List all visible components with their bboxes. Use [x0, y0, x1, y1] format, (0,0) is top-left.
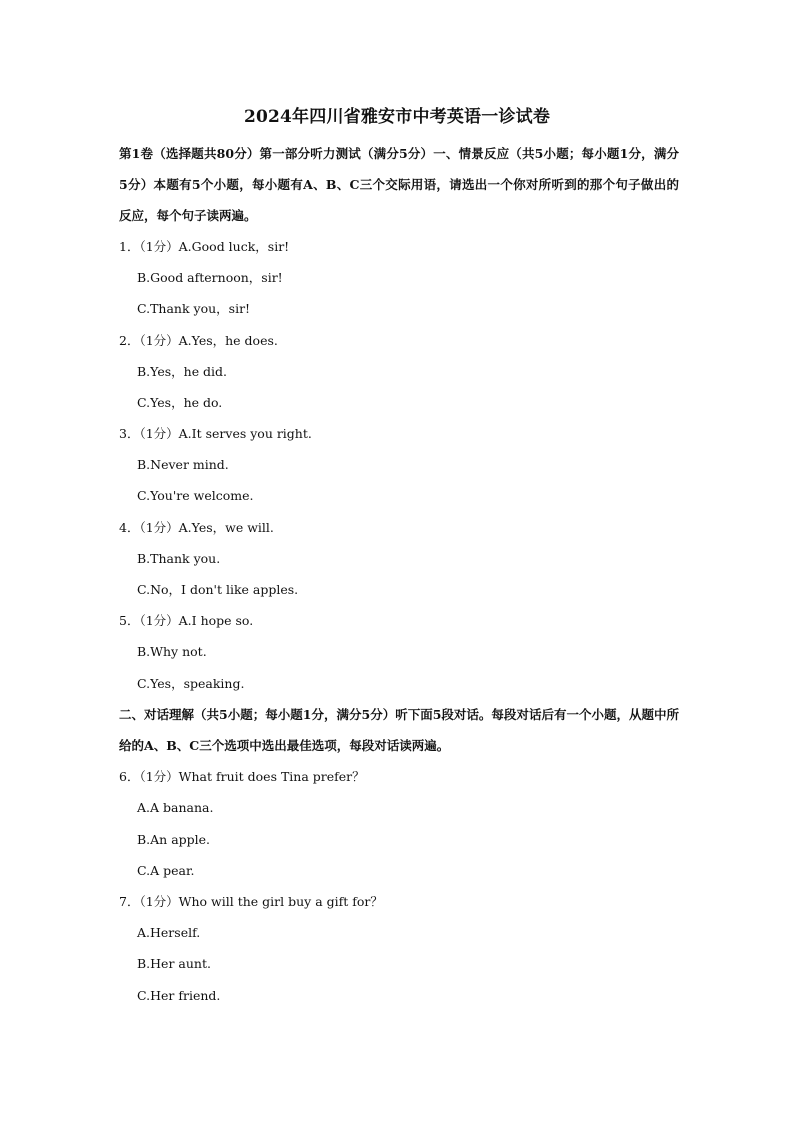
question-1-stem: 1．（1分）A.Good luck，sir! [119, 239, 290, 254]
question-5-option-c: C.Yes，speaking. [137, 676, 245, 691]
question-1-option-c: C.Thank you，sir! [137, 301, 251, 316]
question-4-stem: 4．（1分）A.Yes，we will. [119, 520, 274, 535]
question-7-stem: 7．（1分）Who will the girl buy a gift for？ [119, 894, 383, 909]
question-4-option-b: B.Thank you. [137, 551, 221, 566]
question-2-option-c: C.Yes，he do. [137, 395, 223, 410]
question-6-option-b: B.An apple. [137, 832, 211, 847]
question-3-stem: 3．（1分）A.It serves you right. [119, 426, 312, 441]
section-1-intro: 第1卷（选择题共80分）第一部分听力测试（满分5分）一、情景反应（共5小题；每小题1分，满分5分）本题有5个小题，每小题有A、B、C三个交际用语，请选出一个你对所听到的那个句子做出的反应，每个句子读两遍。 [119, 146, 679, 223]
question-7-option-b: B.Her aunt. [137, 956, 211, 971]
question-1-option-b: B.Good afternoon，sir! [137, 270, 283, 285]
question-5-option-b: B.Why not. [137, 644, 207, 659]
question-6-stem: 6．（1分）What fruit does Tina prefer？ [119, 769, 365, 784]
question-7-option-a: A.Herself. [137, 925, 201, 940]
page-title: 2024年四川省雅安市中考英语一诊试卷 [243, 107, 551, 127]
question-2-stem: 2．（1分）A.Yes，he does. [119, 333, 278, 348]
question-3-option-c: C.You're welcome. [137, 488, 254, 503]
question-4-option-c: C.No，I don't like apples. [137, 582, 299, 597]
question-7-option-c: C.Her friend. [137, 988, 221, 1003]
question-3-option-b: B.Never mind. [137, 457, 229, 472]
question-2-option-b: B.Yes，he did. [137, 364, 228, 379]
question-5-stem: 5．（1分）A.I hope so. [119, 613, 254, 628]
section-2-intro: 二、对话理解（共5小题；每小题1分，满分5分）听下面5段对话。每段对话后有一个小题，从题中所给的A、B、C三个选项中选出最佳选项，每段对话读两遍。 [119, 707, 679, 753]
question-6-option-a: A.A banana. [137, 800, 214, 815]
question-6-option-c: C.A pear. [137, 863, 195, 878]
